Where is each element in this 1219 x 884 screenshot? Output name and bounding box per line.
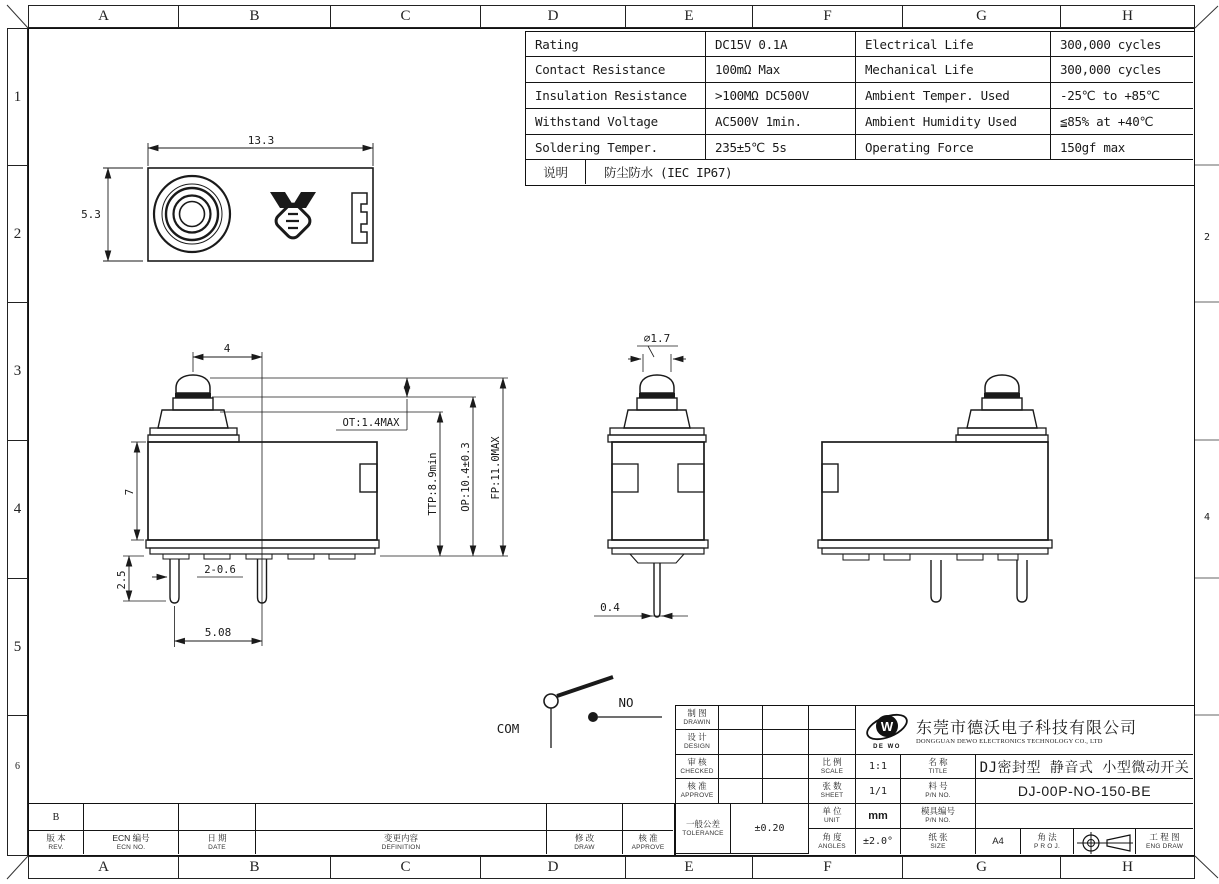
label-en: UNIT	[824, 817, 840, 825]
spec-value: DC15V 0.1A	[706, 32, 856, 57]
titleblock-title-label	[901, 755, 976, 779]
titleblock-empty	[719, 730, 763, 755]
label-cn: 料 号	[928, 781, 948, 792]
dim-label: 0.4	[600, 601, 620, 614]
label-en: TOLERANCE	[682, 829, 724, 837]
label-cn: 单 位	[822, 806, 842, 817]
spec-param: Mechanical Life	[856, 57, 1051, 83]
spec-param: Ambient Temper. Used	[856, 83, 1051, 109]
revision-header-rev	[29, 831, 84, 854]
label-cn: 纸 张	[928, 831, 948, 842]
dim-label: 5.3	[81, 208, 101, 221]
tolerance-value: ±0.20	[731, 804, 809, 854]
pn-value: DJ-00P-NO-150-BE	[976, 779, 1193, 804]
logo-letter: W	[880, 719, 894, 734]
company-name-cn: 东莞市德沃电子科技有限公司	[916, 720, 1138, 737]
label-cn: 张 数	[822, 781, 842, 792]
spec-value: 150gf max	[1051, 135, 1193, 160]
spec-param: Insulation Resistance	[526, 83, 706, 109]
revision-header-approve	[623, 831, 673, 854]
label-en: DRAWIN	[683, 718, 711, 726]
label-cn: 名 称	[928, 756, 948, 767]
grid-letter: F	[753, 6, 903, 27]
titleblock-empty	[763, 755, 809, 779]
border-left-band	[7, 28, 28, 856]
dim-label: 2.5	[116, 570, 128, 590]
grid-letter: H	[1122, 8, 1133, 24]
titleblock-pn-label	[901, 779, 976, 804]
grid-letter: E	[626, 6, 753, 27]
label-cn: 制 图	[687, 707, 707, 718]
border-bottom-band	[28, 856, 1195, 879]
title-value: DJ密封型 静音式 小型微动开关	[976, 755, 1193, 779]
border-top-band	[28, 5, 1195, 28]
titleblock-mold	[901, 804, 976, 829]
mold-value	[976, 804, 1193, 829]
dim-label: 2-0.6	[204, 564, 236, 576]
spec-value: -25℃ to +85℃	[1051, 83, 1193, 109]
grid-letter: D	[481, 6, 626, 27]
label-cn: 角 法	[1037, 831, 1057, 842]
spec-value: AC500V 1min.	[706, 109, 856, 135]
spec-table	[525, 31, 1195, 186]
grid-letter: A	[29, 857, 179, 878]
projection-symbol-cell	[1074, 829, 1136, 854]
revision-empty	[84, 804, 179, 831]
titleblock-empty	[763, 730, 809, 755]
revision-table	[28, 803, 675, 856]
spec-note-value: 防尘防水 (IEC IP67)	[586, 160, 1193, 184]
revision-empty	[547, 804, 623, 831]
titleblock-empty	[719, 706, 763, 730]
angles-value: ±2.0°	[856, 829, 901, 854]
titleblock-tolerance	[676, 804, 731, 854]
label-cn: 审 核	[687, 756, 707, 767]
label-cn: 模具编号	[920, 806, 955, 817]
label-en: ECN NO.	[116, 843, 146, 851]
dim-label: OP:10.4±0.3	[460, 442, 472, 512]
grid-letter: B	[179, 857, 331, 878]
titleblock-empty	[719, 755, 763, 779]
revision-header-ecn	[84, 831, 179, 854]
spec-param: Soldering Temper.	[526, 135, 706, 160]
label-en: SCALE	[820, 767, 844, 775]
spec-param: Ambient Humidity Used	[856, 109, 1051, 135]
label-en: APPROVE	[631, 843, 665, 851]
titleblock-empty	[809, 706, 856, 730]
spec-param: Electrical Life	[856, 32, 1051, 57]
label-en: ENG DRAW	[1145, 842, 1184, 850]
grid-number: 4	[8, 441, 27, 579]
titleblock-design	[676, 730, 719, 755]
titleblock-angles	[809, 829, 856, 854]
titleblock-checked	[676, 755, 719, 779]
titleblock-empty	[719, 779, 763, 804]
dim-label: ∅1.7	[643, 332, 671, 345]
label-cn: 版 本	[46, 832, 66, 843]
titleblock-scale	[809, 755, 856, 779]
label-en: P/N NO.	[925, 817, 951, 825]
label-en: ANGLES	[818, 842, 846, 850]
revision-header-definition	[256, 831, 547, 854]
company-cell	[856, 706, 1193, 755]
label-en: SIZE	[930, 842, 946, 850]
label-cn: 核 准	[638, 832, 658, 843]
grid-number: 2	[8, 166, 27, 303]
label-en: REV.	[48, 843, 64, 851]
label-cn: 比 例	[822, 756, 842, 767]
spec-param: Operating Force	[856, 135, 1051, 160]
label-cn: 工 程 图	[1149, 831, 1180, 842]
spec-value: >100MΩ DC500V	[706, 83, 856, 109]
spec-value: 100mΩ Max	[706, 57, 856, 83]
label-cn: 角 度	[822, 831, 842, 842]
label-en: P/N NO.	[925, 792, 951, 800]
dim-label: OT:1.4MAX	[342, 417, 400, 429]
label-cn: 日 期	[207, 832, 227, 843]
spec-value: 300,000 cycles	[1051, 57, 1193, 83]
sheet-value: 1/1	[856, 779, 901, 804]
right-grid-number: 2	[1203, 232, 1211, 243]
label-en: DEFINITION	[381, 843, 421, 851]
label-cn: 设 计	[687, 732, 707, 743]
titleblock-empty	[763, 706, 809, 730]
grid-letter: H	[1122, 859, 1133, 875]
titleblock-unit	[809, 804, 856, 829]
grid-letter: C	[331, 6, 481, 27]
label-cn: 一般公差	[685, 818, 720, 829]
titleblock-sheet	[809, 779, 856, 804]
company-name-en: DONGGUAN DEWO ELECTRONICS TECHNOLOGY CO., LTD	[916, 738, 1103, 745]
dim-label: 5.08	[204, 626, 232, 639]
spec-param: Contact Resistance	[526, 57, 706, 83]
grid-letter: G	[903, 857, 1061, 878]
revision-rev-value: B	[29, 804, 84, 831]
company-names	[916, 715, 1137, 745]
label-en: P R O J.	[1033, 842, 1061, 850]
circuit-no-label: NO	[618, 695, 634, 710]
label-en: DESIGN	[683, 743, 711, 751]
label-en: DATE	[208, 843, 226, 851]
dim-label: FP:11.0MAX	[490, 436, 502, 500]
projection-symbol-icon	[1075, 830, 1135, 854]
dim-label: TTP:8.9min	[427, 452, 439, 516]
right-grid-number: 4	[1203, 512, 1211, 523]
grid-letter: G	[903, 6, 1061, 27]
spec-param: Rating	[526, 32, 706, 57]
revision-header-draw	[547, 831, 623, 854]
label-cn: 修 改	[574, 832, 595, 843]
titleblock-size	[901, 829, 976, 854]
grid-letter: A	[29, 6, 179, 27]
grid-letter: C	[331, 857, 481, 878]
unit-value: mm	[856, 804, 901, 829]
titleblock-empty	[809, 730, 856, 755]
spec-value: ≦85% at +40℃	[1051, 109, 1193, 135]
spec-value: 235±5℃ 5s	[706, 135, 856, 160]
spec-param: Withstand Voltage	[526, 109, 706, 135]
revision-empty	[256, 804, 547, 831]
spec-note-label: 说明	[526, 160, 586, 184]
dim-label: 7	[123, 488, 136, 496]
label-cn: ECN 编号	[112, 832, 150, 843]
titleblock-proj	[1021, 829, 1074, 854]
circuit-com-label: COM	[496, 721, 520, 736]
revision-empty	[179, 804, 256, 831]
grid-number: 5	[8, 579, 27, 716]
size-value: A4	[976, 829, 1021, 854]
titleblock-empty	[763, 779, 809, 804]
grid-number: 1	[8, 29, 27, 166]
label-en: SHEET	[820, 792, 844, 800]
revision-header-date	[179, 831, 256, 854]
label-cn: 核 准	[687, 781, 707, 792]
label-cn: 变更内容	[383, 832, 418, 843]
label-en: DRAW	[574, 843, 595, 851]
label-en: TITLE	[928, 767, 948, 775]
scale-value: 1:1	[856, 755, 901, 779]
dim-label: 4	[223, 342, 231, 355]
dim-label: 13.3	[247, 134, 275, 147]
grid-letter: B	[179, 6, 331, 27]
grid-letter: D	[481, 857, 626, 878]
titleblock-drawn	[676, 706, 719, 730]
grid-letter: E	[626, 857, 753, 878]
grid-number: 3	[8, 303, 27, 441]
label-en: APPROVE	[680, 792, 714, 800]
grid-number: 6	[15, 760, 20, 772]
titleblock-approve	[676, 779, 719, 804]
logo-name: DE WO	[873, 744, 901, 750]
dewo-logo	[864, 709, 910, 751]
revision-empty	[623, 804, 673, 831]
titleblock-engdraw	[1136, 829, 1193, 854]
spec-value: 300,000 cycles	[1051, 32, 1193, 57]
label-en: CHECKED	[680, 767, 714, 775]
grid-letter: F	[753, 857, 903, 878]
title-block	[675, 705, 1195, 856]
